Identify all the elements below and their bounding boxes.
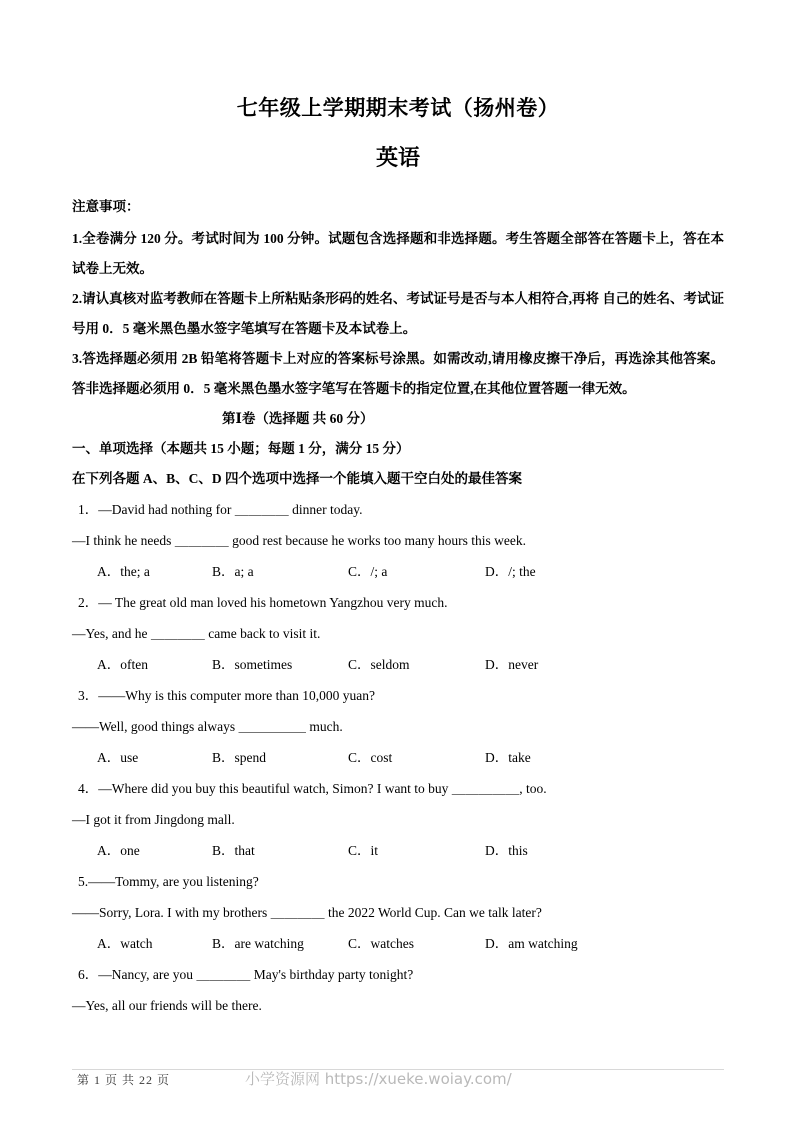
section-instruction: 在下列各题 A、B、C、D 四个选项中选择一个能填入题干空白处的最佳答案 [72,471,523,487]
page-title: 七年级上学期期末考试（扬州卷） [236,96,560,120]
question-2-line-2: —Yes, and he ＿＿＿＿ came back to visit it. [72,626,321,642]
question-2-option-c[interactable]: C．seldom [348,657,410,673]
question-3-line-2: ——Well, good things always ＿＿＿＿＿ much. [72,719,343,735]
volume-heading: 第Ⅰ卷（选择题 共 60 分） [222,411,374,427]
question-4-option-d[interactable]: D．this [485,843,528,859]
question-2-options [72,649,724,680]
question-5-option-b[interactable]: B．are watching [212,936,304,952]
question-6 [72,959,724,1021]
page-subtitle: 英语 [375,145,420,171]
question-5-options [72,928,724,959]
question-1-option-c[interactable]: C．/; a [348,564,388,580]
question-4-line-2: —I got it from Jingdong mall. [72,812,235,828]
question-6-line-1: 6．—Nancy, are you ＿＿＿＿ May's birthday party tonight? [78,967,414,983]
question-5-option-c[interactable]: C．watches [348,936,414,952]
question-1-option-b[interactable]: B．a; a [212,564,254,580]
question-3-line-1: 3．——Why is this computer more than 10,000 yuan? [78,688,375,704]
question-3-option-d[interactable]: D．take [485,750,531,766]
question-5 [72,866,724,959]
question-4-option-b[interactable]: B．that [212,843,255,859]
question-2-option-d[interactable]: D．never [485,657,539,673]
page-content [72,0,724,1021]
question-4-option-c[interactable]: C．it [348,843,379,859]
question-1-line-1: 1．—David had nothing for ＿＿＿＿ dinner today. [78,502,363,518]
question-3 [72,680,724,773]
watermark: 小学资源网 https://xueke.woiay.com/ [245,1070,512,1088]
notice-item-3: 3.答选择题必须用 2B 铅笔将答题卡上对应的答案标号涂黑。如需改动,请用橡皮擦干净后，再选涂其他答案。答非选择题必须用 0．5 毫米黑色墨水签字笔写在答题卡的指定位置,在其他位置答题一律无效。 [72,351,724,397]
question-3-options [72,742,724,773]
question-1-option-d[interactable]: D．/; the [485,564,536,580]
question-2-option-b[interactable]: B．sometimes [212,657,293,673]
question-1 [72,494,724,587]
question-4 [72,773,724,866]
notice-item-2: 2.请认真核对监考教师在答题卡上所粘贴条形码的姓名、考试证号是否与本人相符合,再将 自己的姓名、考试证号用 0．5 毫米黑色墨水签字笔填写在答题卡及本试卷上。 [72,291,724,337]
question-4-option-a[interactable]: A．one [97,843,140,859]
question-4-line-1: 4．—Where did you buy this beautiful watch, Simon? I want to buy ＿＿＿＿＿, too. [78,781,547,797]
question-1-options [72,556,724,587]
footer-page-number: 第 1 页 共 22 页 [77,1073,171,1087]
question-5-option-a[interactable]: A．watch [97,936,153,952]
section-heading: 一、单项选择（本题共 15 小题；每题 1 分，满分 15 分） [72,441,410,457]
question-3-option-a[interactable]: A．use [97,750,139,766]
question-5-line-1: 5.——Tommy, are you listening? [78,874,259,890]
notice-heading: 注意事项： [72,198,140,214]
question-1-line-2: —I think he needs ＿＿＿＿ good rest because he works too many hours this week. [72,533,527,549]
question-3-option-b[interactable]: B．spend [212,750,266,766]
question-2 [72,587,724,680]
question-1-option-a[interactable]: A．the; a [97,564,150,580]
question-2-option-a[interactable]: A．often [97,657,148,673]
question-5-option-d[interactable]: D．am watching [485,936,578,952]
question-6-line-2: —Yes, all our friends will be there. [72,998,262,1014]
question-3-option-c[interactable]: C．cost [348,750,393,766]
question-2-line-1: 2．— The great old man loved his hometown Yangzhou very much. [78,595,448,611]
notice-item-1: 1.全卷满分 120 分。考试时间为 100 分钟。试题包含选择题和非选择题。考生答题全部答在答题卡上，答在本试卷上无效。 [72,231,724,277]
question-4-options [72,835,724,866]
question-5-line-2: ——Sorry, Lora. I with my brothers ＿＿＿＿ the 2022 World Cup. Can we talk later? [72,905,542,921]
